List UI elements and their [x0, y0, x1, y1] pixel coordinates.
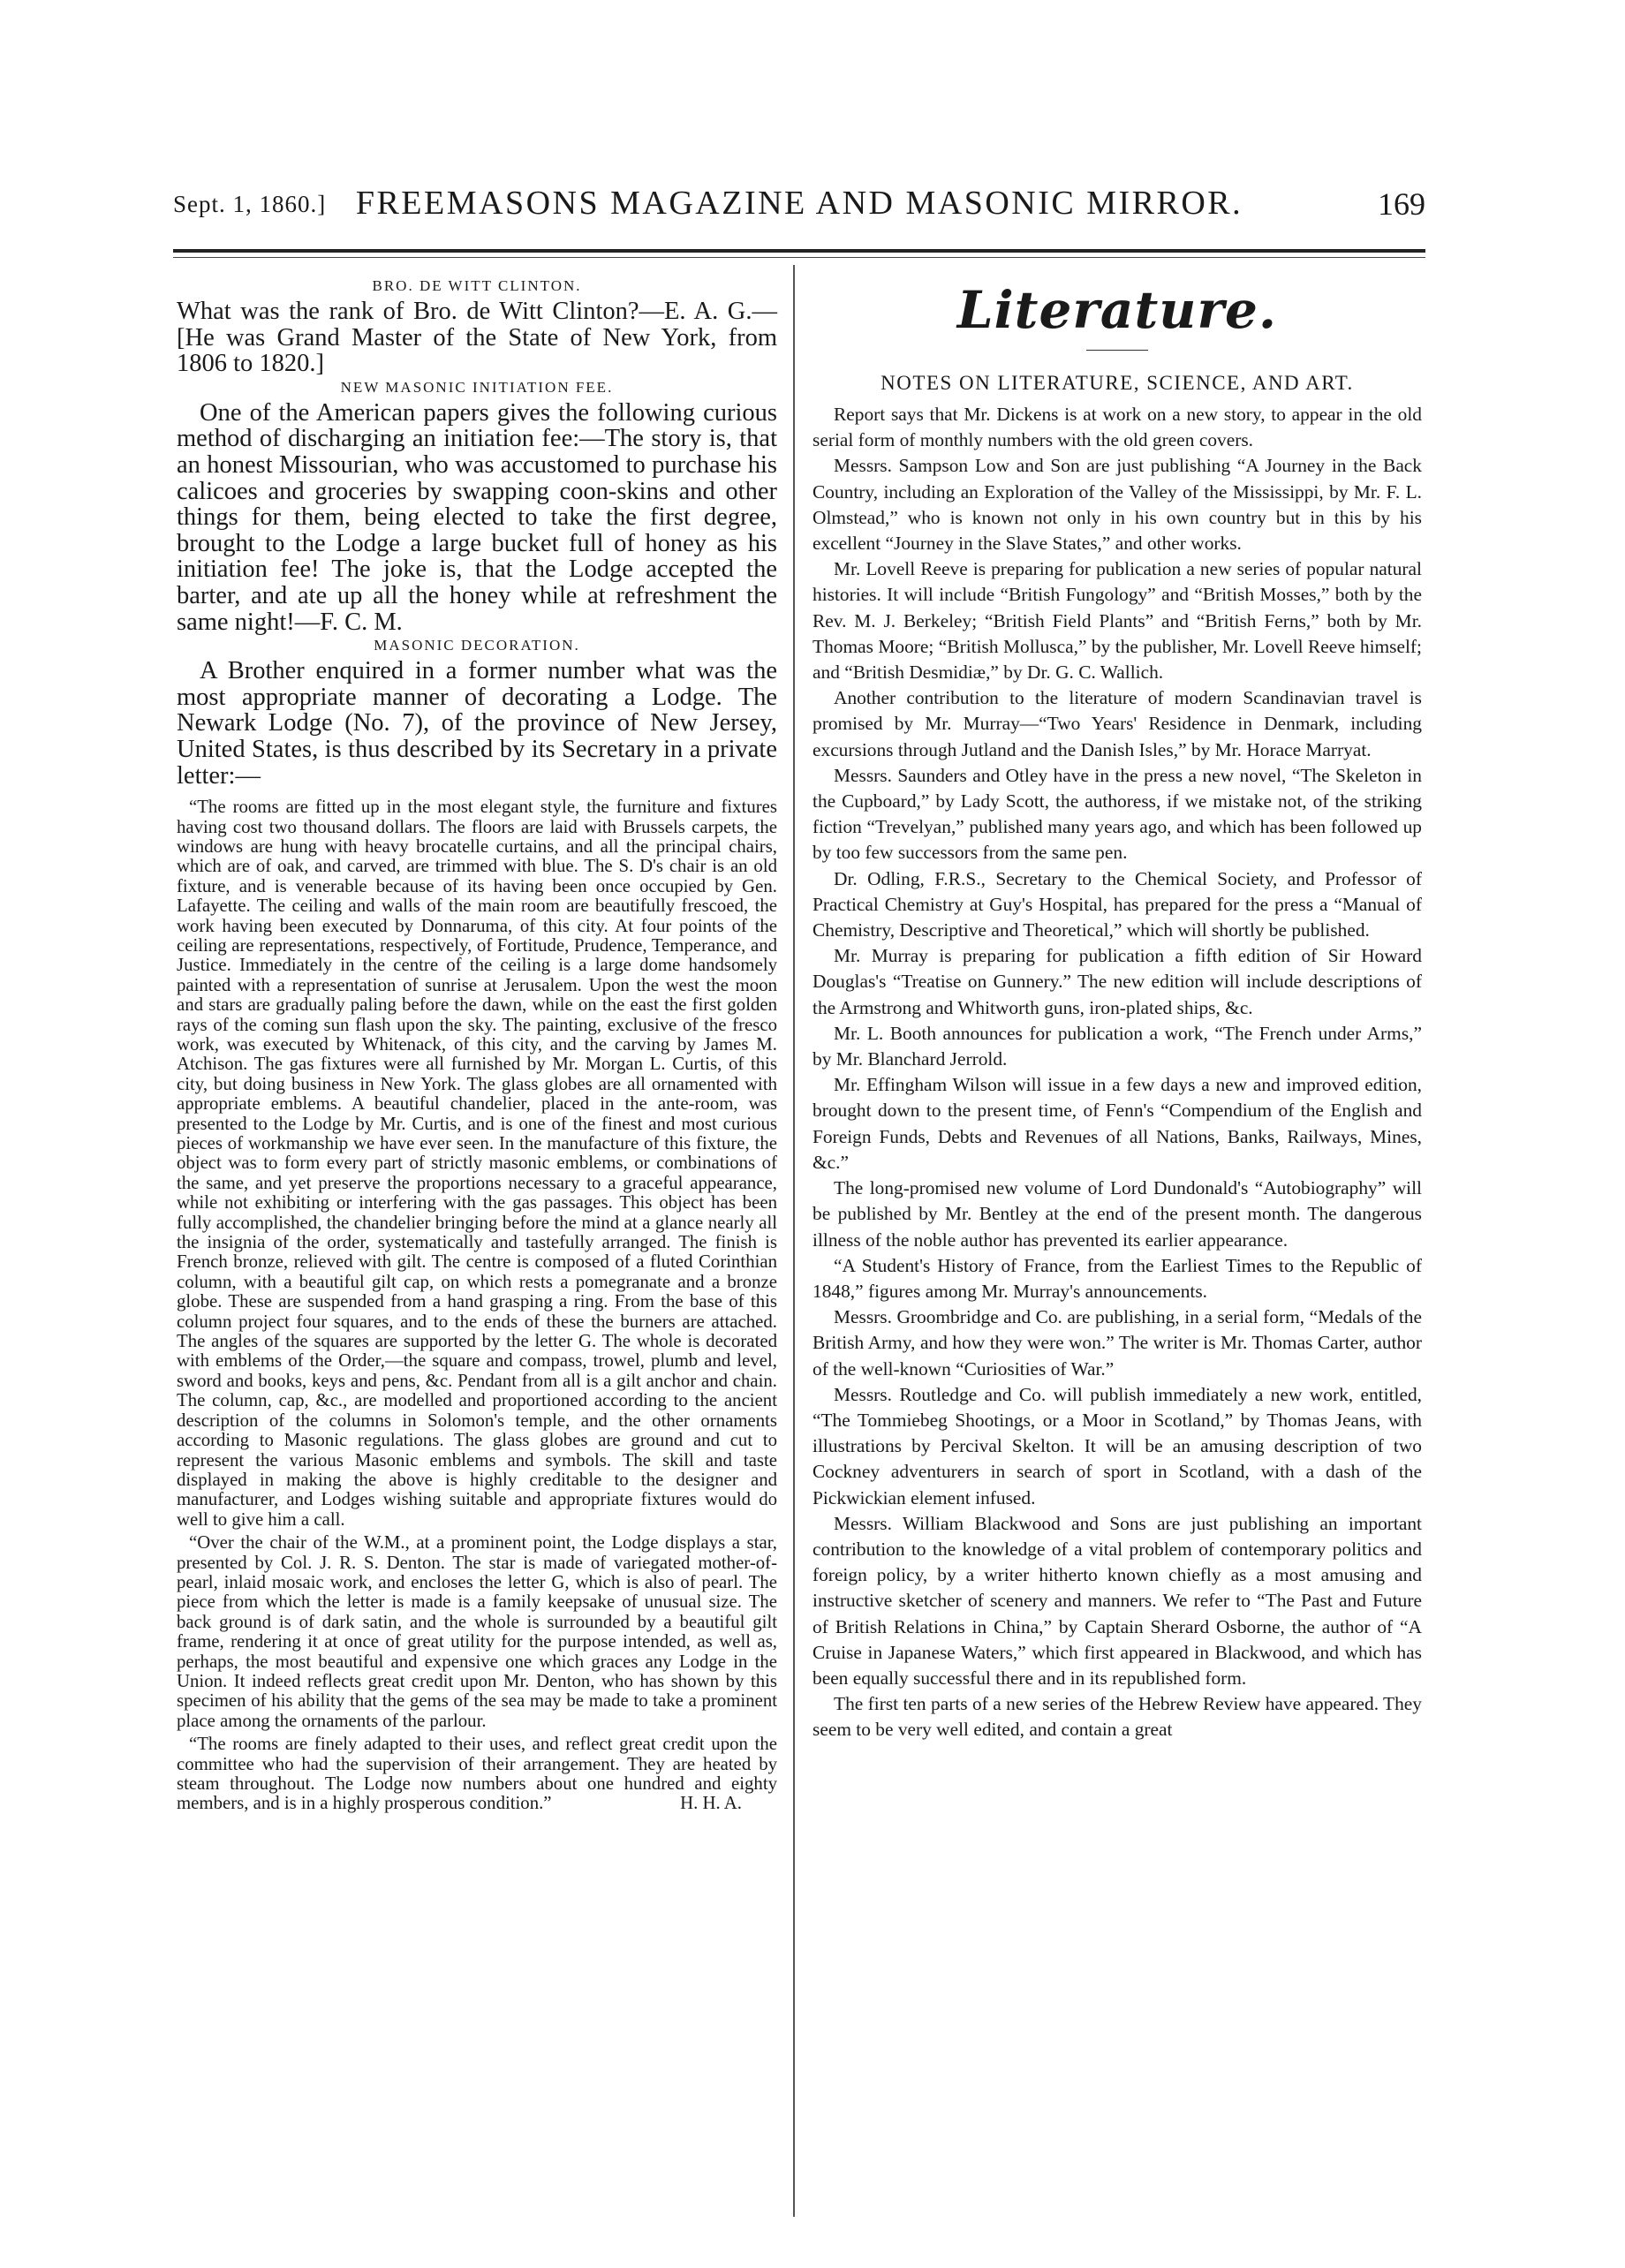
literature-heading: Literature.	[956, 280, 1278, 340]
note-paragraph: Mr. Murray is preparing for publication a fifth edition of Sir Howard Douglas's “Treatise on Gunnery.” The new edition will include descriptions of the Armstrong and Whitworth guns, iron-plated ships, &c.	[812, 945, 1422, 1018]
decoration-quote-rooms: “The rooms are fitted up in the most elegant style, the furniture and fixtures having cost two thousand dollars. The floors are laid with Brussels carpets, the windows are hung with heavy brocatelle curtains, and all the principal chairs, which are of oak, and carved, are trimmed with blue. The S. D's chair is an old fixture, and is venerable because of its having been once occupied by Gen. Lafayette. The ceiling and walls of the main room are beautifully frescoed, the work having been executed by Donnaruma, of this city. At four points of the ceiling are representations, respectively, of Fortitude, Prudence, Temperance, and Justice. Immediately in the centre of the ceiling is a large dome handsomely painted with a representation of sunrise at Jerusalem. Upon the west the moon and stars are gradually paling before the dawn, while on the east the first golden rays of the coming sun flash upon the sky. The painting, exclusive of the fresco work, was executed by Whitenack, of this city, and the carving by James M. Atchison. The gas fixtures were all furnished by Mr. Morgan L. Curtis, of this city, but doing business in New York. The glass globes are all ornamented with appropriate emblems. A beautiful chandelier, placed in the ante-room, was presented to the Lodge by Mr. Curtis, and is one of the finest and most curious pieces of workmanship we have ever seen. In the manufacture of this fixture, the object was to form every part of strictly masonic emblems, or combinations of the same, and yet preserve the proportions necessary to a graceful appearance, while not exhibiting or interfering with the gas passages. This object has been fully accomplished, the chandelier bringing before the mind at a glance nearly all the insignia of the order, systematically and tastefully arranged. The finish is French bronze, relieved with gilt. The centre is composed of a fluted Corinthian column, with a beautiful gilt cap, on which rests a pomegranate and a bronze globe. These are suspended from a hand grasping a ring. From the base of this column project four squares, and to the ends of these the burners are attached. The angles of the squares are supported by the letter G. The whole is decorated with emblems of the Order,—the square and compass, trowel, plumb and level, sword and books, keys and pens, &c. Pendant from all is a gilt anchor and chain. The column, cap, &c., are modelled and proportioned according to the ancient description of the columns in Solomon's temple, and the other ornaments according to Masonic regulations. The glass globes are ground and cut to represent the various Masonic emblems and symbols. The skill and taste displayed in making the above is highly creditable to the designer and manufacturer, and Lodges wishing suitable and appropriate fixtures would do well to give him a call.	[177, 797, 777, 1530]
decoration-quote-condition-text: “The rooms are finely adapted to their uses, and reflect great credit upon the committee who had the supervision of their arrangement. They are heated by steam throughout. The Lodge now numbers about one hundred and eighty members, and is in a highly prosperous condition.”	[177, 1734, 777, 1814]
running-head	[173, 180, 1425, 233]
note-paragraph: Messrs. Routledge and Co. will publish immediately a new work, entitled, “The Tommiebeg Shootings, or a Moor in Scotland,” by Thomas Jeans, with illustrations by Percival Skelton. It will be an amusing description of two Cockney adventurers in search of sport in Scotland, with a dash of the Pickwickian element infused.	[812, 1383, 1422, 1508]
section-heading-clinton: BRO. DE WITT CLINTON.	[372, 277, 582, 294]
note-paragraph: Messrs. William Blackwood and Sons are just publishing an important contribution to the knowledge of a vital problem of contemporary politics and foreign policy, by a writer hitherto known chiefly as a most amusing and instructive sketcher of scenery and manners. We refer to “The Past and Future of British Relations in China,” by Captain Sherard Osborne, the author of “A Cruise in Japanese Waters,” which first appeared in Blackwood, and which has been equally successful there and in its republished form.	[812, 1512, 1422, 1689]
note-paragraph: Messrs. Sampson Low and Son are just publishing “A Journey in the Back Country, including an Exploration of the Valley of the Mississippi, by Mr. F. L. Olmstead,” who is known not only in his own country but in this by his excellent “Journey in the Slave States,” and other works.	[812, 455, 1422, 555]
note-paragraph: Mr. Effingham Wilson will issue in a few days a new and improved edition, brought down to the present time, of Fenn's “Compendium of the English and Foreign Funds, Debts and Revenues of all Nations, Banks, Railways, Mines, &c.”	[812, 1074, 1422, 1173]
page-number: 169	[1378, 186, 1425, 222]
note-paragraph: Mr. L. Booth announces for publication a work, “The French under Arms,” by Mr. Blanchard Jerrold.	[812, 1022, 1422, 1070]
decoration-intro-text: A Brother enquired in a former number what was the most appropriate manner of decorating a Lodge. The Newark Lodge (No. 7), of the province of New Jersey, United States, is thus described by its Secretary in a private letter:—	[177, 657, 777, 790]
column-divider	[793, 265, 795, 2217]
note-paragraph: The long-promised new volume of Lord Dundonald's “Autobiography” will be published by Mr. Bentley at the end of the present month. The dangerous illness of the noble author has prevented its earlier appearance.	[812, 1177, 1422, 1251]
note-paragraph: Mr. Lovell Reeve is preparing for publication a new series of popular natural histories. It will include “British Fungology” and “British Mosses,” both by the Rev. M. J. Berkeley; “British Field Plants” and “British Ferns,” both by Mr. Thomas Moore; “British Mollusca,” by the publisher, Mr. Lovell Reeve himself; and “British Desmidiæ,” by Dr. G. C. Wallich.	[812, 558, 1422, 684]
note-paragraph: “A Student's History of France, from the Earliest Times to the Republic of 1848,” figures among Mr. Murray's announcements.	[812, 1254, 1422, 1302]
note-paragraph: Another contribution to the literature of modern Scandinavian travel is promised by Mr. Murray—“Two Years' Residence in Denmark, including excursions through Jutland and the Danish Isles,” by Mr. Horace Marryat.	[812, 687, 1422, 760]
literature-rule	[1086, 350, 1148, 351]
note-paragraph: Report says that Mr. Dickens is at work on a new story, to appear in the old serial form of monthly numbers with the old green covers.	[812, 404, 1422, 451]
signature: H. H. A.	[680, 1793, 742, 1814]
right-column	[812, 277, 1422, 1743]
decoration-quote-star: “Over the chair of the W.M., at a prominent point, the Lodge displays a star, presented by Col. J. R. S. Denton. The star is made of variegated mother-of-pearl, inlaid mosaic work, and encloses the letter G, which is also of pearl. The piece from which the letter is made is a family keepsake of unusual size. The back ground is of dark satin, and the whole is surrounded by a beautiful gilt frame, rendering it at once of great utility for the purpose intended, as well as, perhaps, the most beautiful and expensive one which graces any Lodge in the Union. It indeed reflects great credit upon Mr. Denton, who has shown by this specimen of his ability that the gems of the sea may be made to take a prominent place among the ornaments of the parlour.	[177, 1532, 777, 1731]
issue-date: Sept. 1, 1860.]	[173, 191, 327, 217]
left-column	[177, 277, 777, 1814]
magazine-title: FREEMASONS MAGAZINE AND MASONIC MIRROR.	[355, 185, 1243, 222]
note-paragraph: Dr. Odling, F.R.S., Secretary to the Chemical Society, and Professor of Practical Chemistry at Guy's Hospital, has prepared for the press a “Manual of Chemistry, Descriptive and Theoretical,” which will shortly be published.	[812, 867, 1422, 941]
note-paragraph: Messrs. Groombridge and Co. are publishing, in a serial form, “Medals of the British Army, and how they were won.” The writer is Mr. Thomas Carter, author of the well-known “Curiosities of War.”	[812, 1306, 1422, 1380]
notes-heading: NOTES ON LITERATURE, SCIENCE, AND ART.	[881, 372, 1354, 394]
section-heading-initiation-fee: NEW MASONIC INITIATION FEE.	[340, 378, 614, 396]
clinton-query-text: What was the rank of Bro. de Witt Clinton?—E. A. G.—[He was Grand Master of the State of New York, from 1806 to 1820.]	[177, 298, 777, 378]
section-heading-decoration: MASONIC DECORATION.	[374, 637, 580, 654]
header-rule-thick	[173, 249, 1425, 253]
decoration-quote-condition	[177, 1735, 777, 1814]
note-paragraph: Messrs. Saunders and Otley have in the press a new novel, “The Skeleton in the Cupboard,” by Lady Scott, the authoress, if we mistake not, of the striking fiction “Trevelyan,” published many years ago, and which has been followed up by too few successors from the same pen.	[812, 764, 1422, 864]
header-rule-thin	[173, 257, 1425, 258]
note-paragraph: The first ten parts of a new series of the Hebrew Review have appeared. They seem to be very well edited, and contain a great	[812, 1693, 1422, 1741]
initiation-fee-text: One of the American papers gives the following curious method of discharging an initiation fee:—The story is, that an honest Missourian, who was accustomed to purchase his calicoes and groceries by swapping coon-skins and other things for them, being elected to take the first degree, brought to the Lodge a large bucket full of honey as his initiation fee! The joke is, that the Lodge accepted the barter, and ate up all the honey while at refreshment the same night!—F. C. M.	[177, 398, 777, 636]
